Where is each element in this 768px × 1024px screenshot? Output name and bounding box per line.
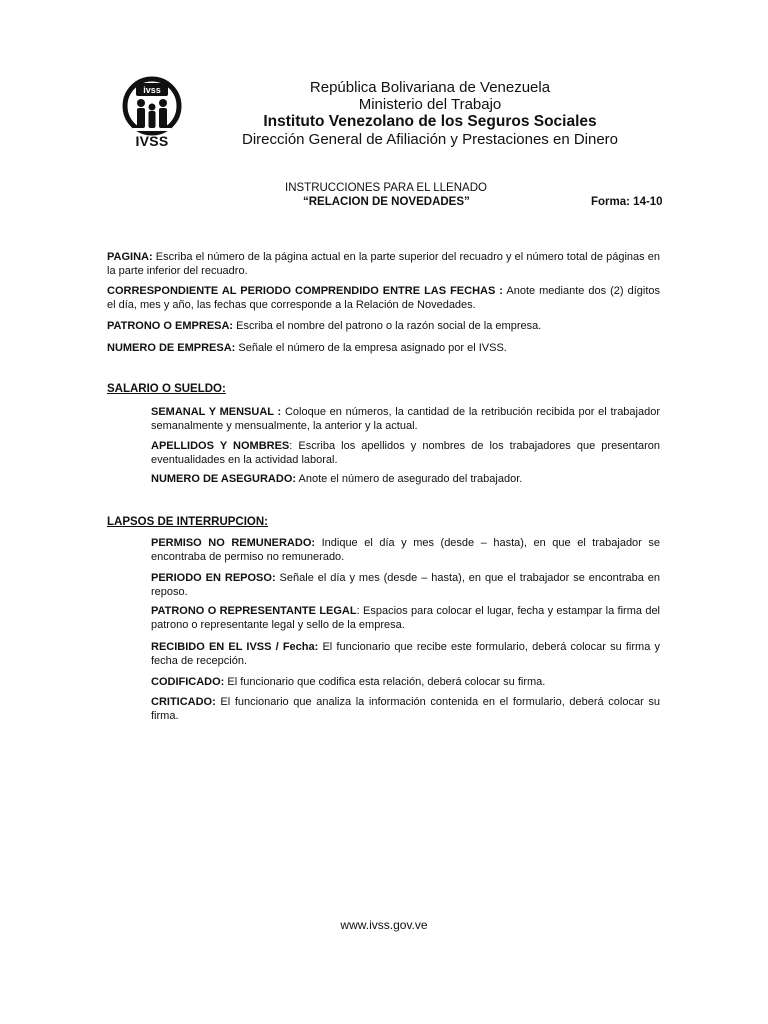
form-name: “RELACION DE NOVEDADES” bbox=[303, 196, 470, 208]
lapsos-item bbox=[151, 641, 660, 668]
field-pagina bbox=[107, 251, 660, 278]
field-term: CORRESPONDIENTE AL PERIODO COMPRENDIDO ENTRE LAS FECHAS : bbox=[107, 285, 503, 297]
item-text: : Espacios para colocar el lugar, fecha y estampar la firma del patrono o representante legal y sello de la empresa. bbox=[151, 605, 661, 631]
salario-item bbox=[151, 473, 660, 487]
item-term: APELLIDOS Y NOMBRES bbox=[151, 440, 290, 452]
item-term: RECIBIDO EN EL IVSS / Fecha: bbox=[151, 641, 319, 653]
field-periodo bbox=[107, 285, 660, 312]
item-text: El funcionario que analiza la información contenida en el formulario, deberá colocar su firma. bbox=[151, 696, 660, 722]
section-heading-lapsos: LAPSOS DE INTERRUPCION: bbox=[107, 516, 269, 528]
item-term: PATRONO O REPRESENTANTE LEGAL bbox=[151, 605, 357, 617]
salario-item bbox=[151, 406, 660, 433]
item-term: CRITICADO: bbox=[151, 696, 216, 708]
item-term: CODIFICADO: bbox=[151, 676, 225, 688]
item-term: PERIODO EN REPOSO: bbox=[151, 572, 276, 584]
item-text: El funcionario que recibe este formulario, deberá colocar su firma y fecha de recepción. bbox=[151, 641, 660, 667]
field-text: Escriba el número de la página actual en la parte superior del recuadro y el número total de páginas en la parte inferior del recuadro. bbox=[107, 251, 660, 277]
item-text: Anote el número de asegurado del trabajador. bbox=[296, 473, 523, 485]
item-text: El funcionario que codifica esta relación, deberá colocar su firma. bbox=[224, 676, 546, 688]
field-text: Escriba el nombre del patrono o la razón social de la empresa. bbox=[233, 320, 542, 332]
header-direction: Dirección General de Afiliación y Prestaciones en Dinero bbox=[241, 131, 619, 148]
form-number: Forma: 14-10 bbox=[591, 196, 663, 208]
item-text: Indique el día y mes (desde – hasta), en que el trabajador se encontraba de permiso no remunerado. bbox=[151, 537, 661, 563]
item-text: : Escriba los apellidos y nombres de los trabajadores que presentaron eventualidades en la actividad laboral. bbox=[151, 440, 660, 466]
instructions-title: INSTRUCCIONES PARA EL LLENADO bbox=[285, 182, 487, 194]
lapsos-item bbox=[151, 696, 660, 723]
logo-label: IVSS bbox=[135, 133, 169, 149]
lapsos-item bbox=[151, 572, 660, 599]
field-term: NUMERO DE EMPRESA: bbox=[107, 342, 236, 354]
section-heading-salario: SALARIO O SUELDO: bbox=[107, 383, 226, 395]
header-institute: Instituto Venezolano de los Seguros Sociales bbox=[263, 113, 597, 130]
field-text: Anote mediante dos (2) dígitos el día, mes y año, las fechas que corresponde a la Relación de Novedades. bbox=[107, 285, 661, 311]
document-header bbox=[230, 79, 630, 149]
field-term: PATRONO O EMPRESA: bbox=[107, 320, 234, 332]
header-ministry: Ministerio del Trabajo bbox=[358, 96, 502, 113]
lapsos-item bbox=[151, 537, 660, 564]
lapsos-item bbox=[151, 676, 660, 690]
footer-url: www.ivss.gov.ve bbox=[340, 918, 428, 932]
item-text: Coloque en números, la cantidad de la retribución recibida por el trabajador semanalmente y mensualmente, la anterior y la actual. bbox=[151, 406, 661, 432]
svg-text:ivss: ivss bbox=[143, 85, 161, 95]
item-text: Señale el día y mes (desde – hasta), en que el trabajador se encontraba en reposo. bbox=[151, 572, 661, 598]
header-republic: República Bolivariana de Venezuela bbox=[309, 79, 551, 96]
item-term: PERMISO NO REMUNERADO: bbox=[151, 537, 316, 549]
field-numero-empresa bbox=[107, 342, 660, 356]
field-patrono bbox=[107, 320, 660, 334]
salario-item bbox=[151, 440, 660, 467]
item-term: NUMERO DE ASEGURADO: bbox=[151, 473, 297, 485]
item-term: SEMANAL Y MENSUAL : bbox=[151, 406, 282, 418]
lapsos-item bbox=[151, 605, 660, 632]
field-term: PAGINA: bbox=[107, 251, 153, 263]
field-text: Señale el número de la empresa asignado por el IVSS. bbox=[235, 342, 507, 354]
